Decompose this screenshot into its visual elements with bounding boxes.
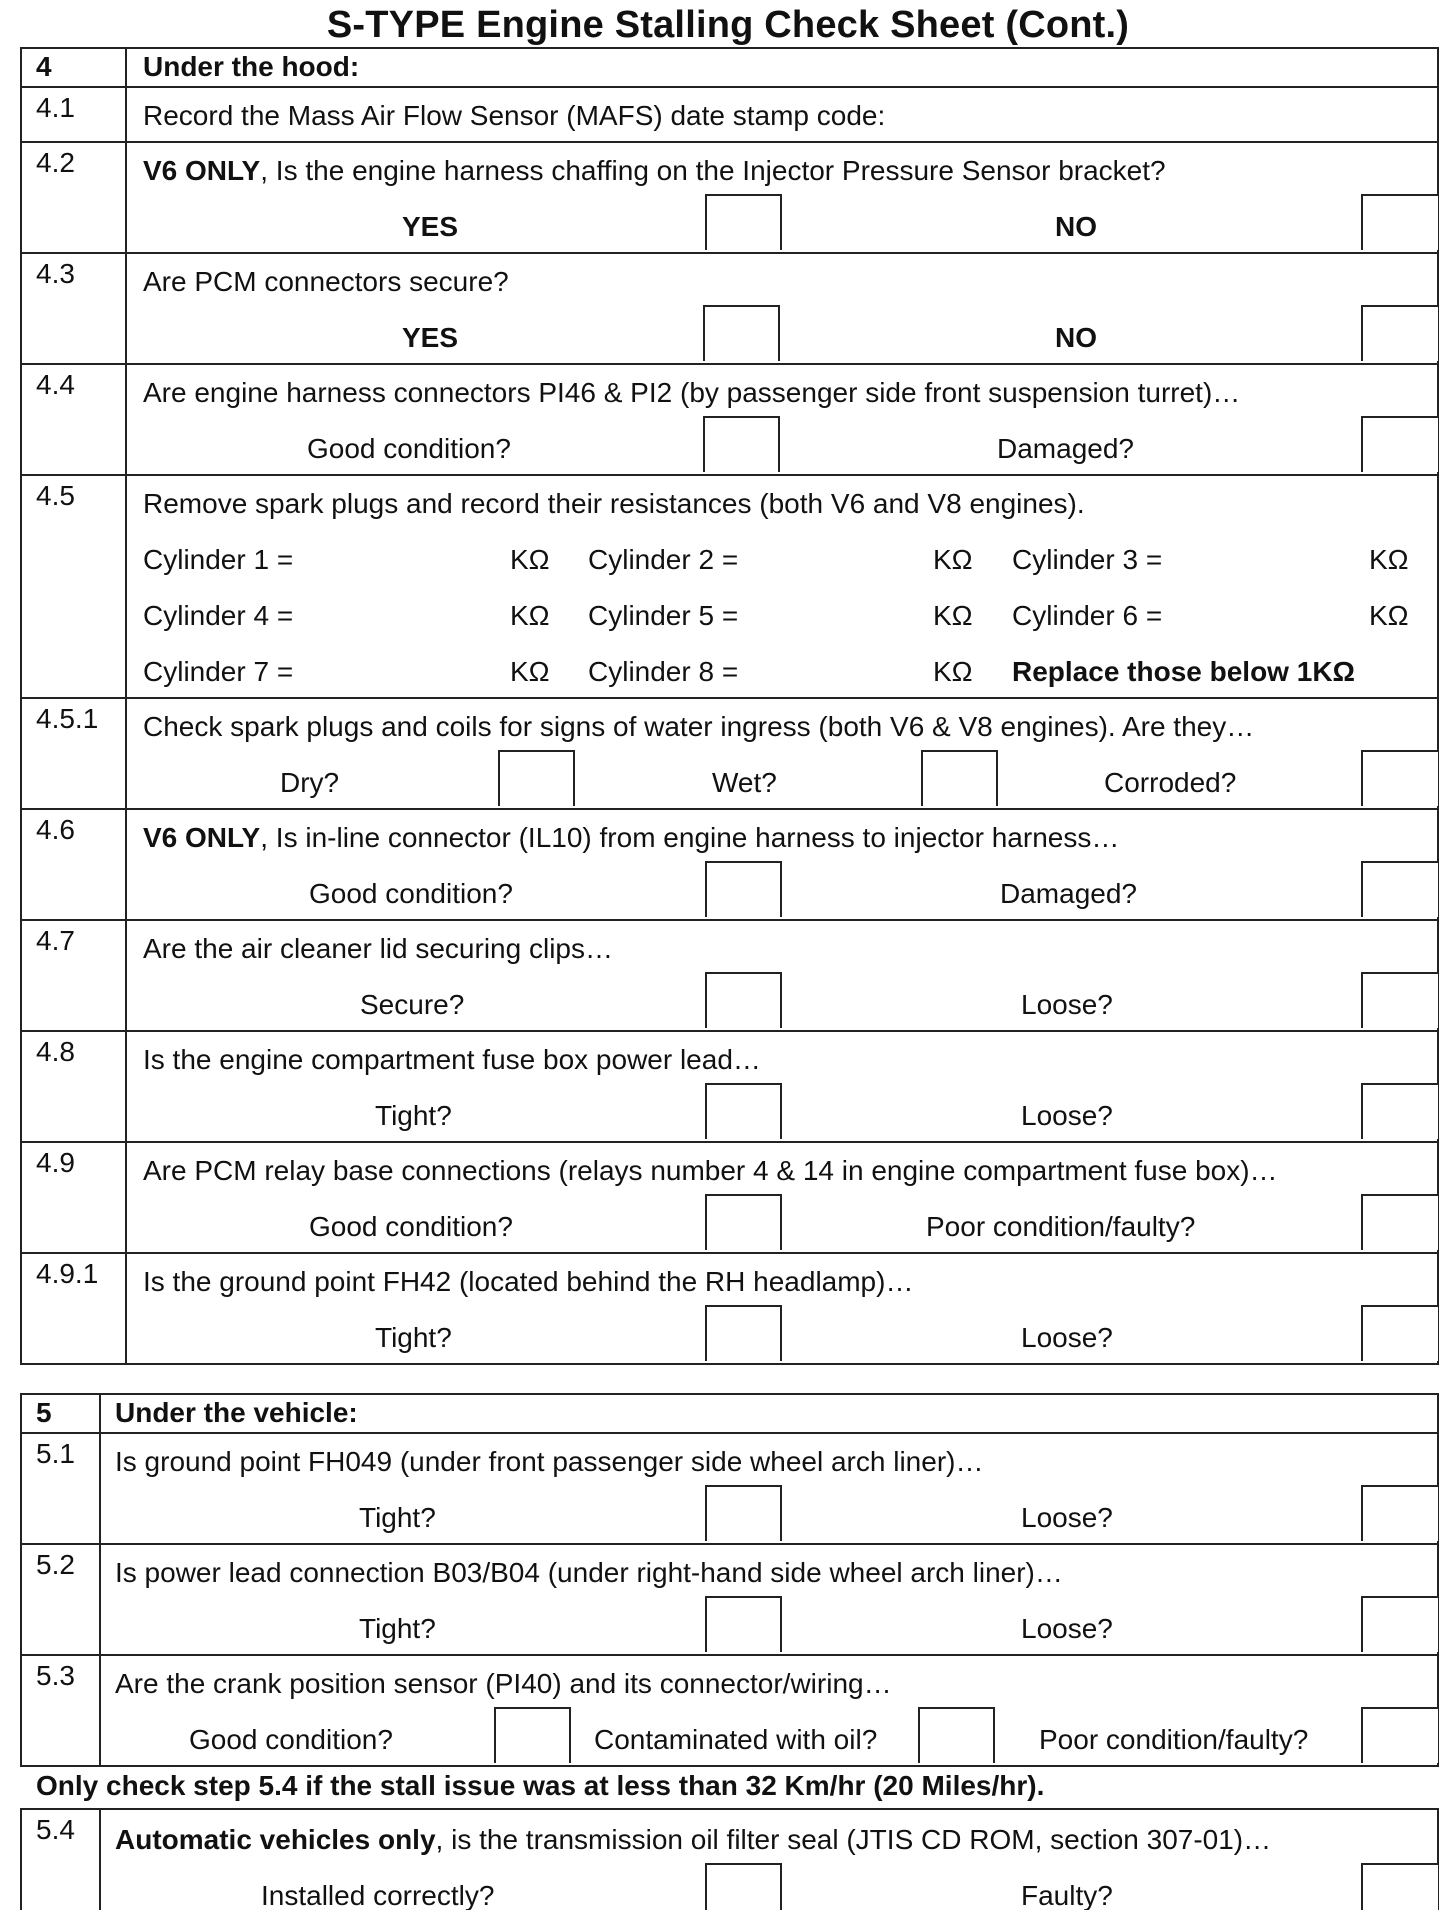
row-4-8 xyxy=(21,1031,1438,1142)
option-no-label: NO xyxy=(1055,211,1097,242)
option-good-label: Good condition? xyxy=(309,878,513,909)
corroded-checkbox[interactable] xyxy=(1361,750,1438,806)
cylinder-6-label: Cylinder 6 = xyxy=(1012,600,1163,631)
question-lead: V6 ONLY xyxy=(143,822,261,853)
question-text: Automatic vehicles only, is the transmission oil filter seal (JTIS CD ROM, section 307-01)… xyxy=(115,1824,1272,1855)
cylinder-4-label: Cylinder 4 = xyxy=(143,600,294,631)
tight-checkbox[interactable] xyxy=(705,1485,782,1541)
damaged-checkbox[interactable] xyxy=(1361,416,1438,472)
option-contaminated-label: Contaminated with oil? xyxy=(594,1724,878,1755)
question-lead: Automatic vehicles only xyxy=(115,1824,436,1855)
option-faulty-label: Faulty? xyxy=(1021,1880,1113,1910)
poor-condition-checkbox[interactable] xyxy=(1361,1194,1438,1250)
loose-checkbox[interactable] xyxy=(1361,1083,1438,1139)
row-5-4 xyxy=(21,1809,1438,1910)
cylinder-1-label: Cylinder 1 = xyxy=(143,544,294,575)
wet-checkbox[interactable] xyxy=(921,750,998,806)
row-number: 5.3 xyxy=(21,1655,100,1766)
row-number: 4.2 xyxy=(21,142,126,253)
row-number: 4.4 xyxy=(21,364,126,475)
page-title: S-TYPE Engine Stalling Check Sheet (Cont.) xyxy=(326,4,1130,46)
option-good-label: Good condition? xyxy=(307,433,511,464)
row-number: 4.5 xyxy=(21,475,126,698)
row-number: 5.1 xyxy=(21,1433,100,1544)
cylinder-8-unit: KΩ xyxy=(933,656,973,687)
cylinder-6-unit: KΩ xyxy=(1369,600,1409,631)
cylinder-4-unit: KΩ xyxy=(510,600,550,631)
row-4-4 xyxy=(21,364,1438,475)
section-5-4-table xyxy=(20,1808,1439,1910)
section-5-table xyxy=(20,1393,1439,1767)
section-number: 4 xyxy=(21,48,126,87)
poor-condition-checkbox[interactable] xyxy=(1361,1707,1438,1763)
question-text: Are the crank position sensor (PI40) and its connector/wiring… xyxy=(115,1668,892,1699)
row-4-6 xyxy=(21,809,1438,920)
loose-checkbox[interactable] xyxy=(1361,1596,1438,1652)
question-text: Are PCM relay base connections (relays number 4 & 14 in engine compartment fuse box)… xyxy=(143,1155,1278,1186)
cylinder-2-label: Cylinder 2 = xyxy=(588,544,739,575)
row-number: 4.3 xyxy=(21,253,126,364)
row-4-9-1 xyxy=(21,1253,1438,1364)
option-loose-label: Loose? xyxy=(1021,1502,1113,1533)
row-5-3 xyxy=(21,1655,1438,1766)
cylinder-5-unit: KΩ xyxy=(933,600,973,631)
row-4-9 xyxy=(21,1142,1438,1253)
option-tight-label: Tight? xyxy=(375,1322,452,1353)
option-poor-label: Poor condition/faulty? xyxy=(926,1211,1196,1242)
tight-checkbox[interactable] xyxy=(705,1305,782,1361)
good-condition-checkbox[interactable] xyxy=(705,861,782,917)
option-no-label: NO xyxy=(1055,322,1097,353)
option-secure-label: Secure? xyxy=(360,989,465,1020)
row-4-2 xyxy=(21,142,1438,253)
row-number: 4.9.1 xyxy=(21,1253,126,1364)
option-dry-label: Dry? xyxy=(280,767,340,798)
question-text: Is ground point FH049 (under front passenger side wheel arch liner)… xyxy=(115,1446,984,1477)
cylinder-3-label: Cylinder 3 = xyxy=(1012,544,1163,575)
cylinder-2-unit: KΩ xyxy=(933,544,973,575)
cylinder-3-unit: KΩ xyxy=(1369,544,1409,575)
cylinder-5-label: Cylinder 5 = xyxy=(588,600,739,631)
option-wet-label: Wet? xyxy=(712,767,777,798)
option-damaged-label: Damaged? xyxy=(997,433,1134,464)
damaged-checkbox[interactable] xyxy=(1361,861,1438,917)
option-poor-label: Poor condition/faulty? xyxy=(1039,1724,1309,1755)
row-number: 5.4 xyxy=(21,1809,100,1910)
option-yes-label: YES xyxy=(402,211,459,242)
yes-checkbox[interactable] xyxy=(703,305,780,361)
loose-checkbox[interactable] xyxy=(1361,1305,1438,1361)
question-text: Is the engine compartment fuse box power lead… xyxy=(143,1044,761,1075)
option-tight-label: Tight? xyxy=(375,1100,452,1131)
option-loose-label: Loose? xyxy=(1021,1322,1113,1353)
row-number: 4.9 xyxy=(21,1142,126,1253)
cylinder-7-label: Cylinder 7 = xyxy=(143,656,294,687)
row-number: 4.8 xyxy=(21,1031,126,1142)
question-lead: V6 ONLY xyxy=(143,155,261,186)
replace-note: Replace those below 1KΩ xyxy=(1012,656,1355,687)
option-good-label: Good condition? xyxy=(309,1211,513,1242)
step-5-4-note: Only check step 5.4 if the stall issue was at less than 32 Km/hr (20 Miles/hr). xyxy=(36,1770,1045,1801)
installed-correctly-checkbox[interactable] xyxy=(705,1863,782,1910)
row-4-3 xyxy=(21,253,1438,364)
question-text: Are the air cleaner lid securing clips… xyxy=(143,933,613,964)
section-heading: Under the hood: xyxy=(126,48,1438,87)
row-5-1 xyxy=(21,1433,1438,1544)
row-number: 5.2 xyxy=(21,1544,100,1655)
question-text: V6 ONLY, Is in-line connector (IL10) from engine harness to injector harness… xyxy=(143,822,1120,853)
option-corroded-label: Corroded? xyxy=(1104,767,1237,798)
loose-checkbox[interactable] xyxy=(1361,972,1438,1028)
cylinder-1-unit: KΩ xyxy=(510,544,550,575)
cylinder-7-unit: KΩ xyxy=(510,656,550,687)
row-number: 4.5.1 xyxy=(21,698,126,809)
option-loose-label: Loose? xyxy=(1021,1613,1113,1644)
question-text: Record the Mass Air Flow Sensor (MAFS) date stamp code: xyxy=(143,100,886,131)
row-4-5-1 xyxy=(21,698,1438,809)
faulty-checkbox[interactable] xyxy=(1361,1863,1438,1910)
option-good-label: Good condition? xyxy=(189,1724,393,1755)
row-5-2 xyxy=(21,1544,1438,1655)
row-4-1 xyxy=(21,87,1438,142)
question-text: Are engine harness connectors PI46 & PI2 (by passenger side front suspension turret)… xyxy=(143,377,1241,408)
section-number: 5 xyxy=(21,1394,100,1433)
section-4-header-row xyxy=(21,48,1438,87)
no-checkbox[interactable] xyxy=(1361,194,1438,250)
good-condition-checkbox[interactable] xyxy=(494,1707,571,1763)
row-4-7 xyxy=(21,920,1438,1031)
good-condition-checkbox[interactable] xyxy=(703,416,780,472)
cylinder-8-label: Cylinder 8 = xyxy=(588,656,739,687)
option-installed-label: Installed correctly? xyxy=(261,1880,495,1910)
option-damaged-label: Damaged? xyxy=(1000,878,1137,909)
question-text: Remove spark plugs and record their resistances (both V6 and V8 engines). xyxy=(143,488,1085,519)
contaminated-checkbox[interactable] xyxy=(918,1707,995,1763)
question-text: Is power lead connection B03/B04 (under right-hand side wheel arch liner)… xyxy=(115,1557,1063,1588)
dry-checkbox[interactable] xyxy=(498,750,575,806)
secure-checkbox[interactable] xyxy=(705,972,782,1028)
row-number: 4.7 xyxy=(21,920,126,1031)
no-checkbox[interactable] xyxy=(1361,305,1438,361)
question-text: Are PCM connectors secure? xyxy=(143,266,509,297)
question-text: V6 ONLY, Is the engine harness chaffing on the Injector Pressure Sensor bracket? xyxy=(143,155,1166,186)
option-tight-label: Tight? xyxy=(359,1502,436,1533)
tight-checkbox[interactable] xyxy=(705,1083,782,1139)
section-heading: Under the vehicle: xyxy=(100,1394,1438,1433)
question-text: Is the ground point FH42 (located behind the RH headlamp)… xyxy=(143,1266,914,1297)
option-yes-label: YES xyxy=(402,322,459,353)
section-4-table xyxy=(20,47,1439,1365)
yes-checkbox[interactable] xyxy=(705,194,782,250)
row-number: 4.6 xyxy=(21,809,126,920)
section-5-header-row xyxy=(21,1394,1438,1433)
option-loose-label: Loose? xyxy=(1021,1100,1113,1131)
option-loose-label: Loose? xyxy=(1021,989,1113,1020)
good-condition-checkbox[interactable] xyxy=(705,1194,782,1250)
row-number: 4.1 xyxy=(21,87,126,142)
tight-checkbox[interactable] xyxy=(705,1596,782,1652)
question-text: Check spark plugs and coils for signs of water ingress (both V6 & V8 engines). Are they… xyxy=(143,711,1255,742)
loose-checkbox[interactable] xyxy=(1361,1485,1438,1541)
option-tight-label: Tight? xyxy=(359,1613,436,1644)
row-4-5 xyxy=(21,475,1438,698)
